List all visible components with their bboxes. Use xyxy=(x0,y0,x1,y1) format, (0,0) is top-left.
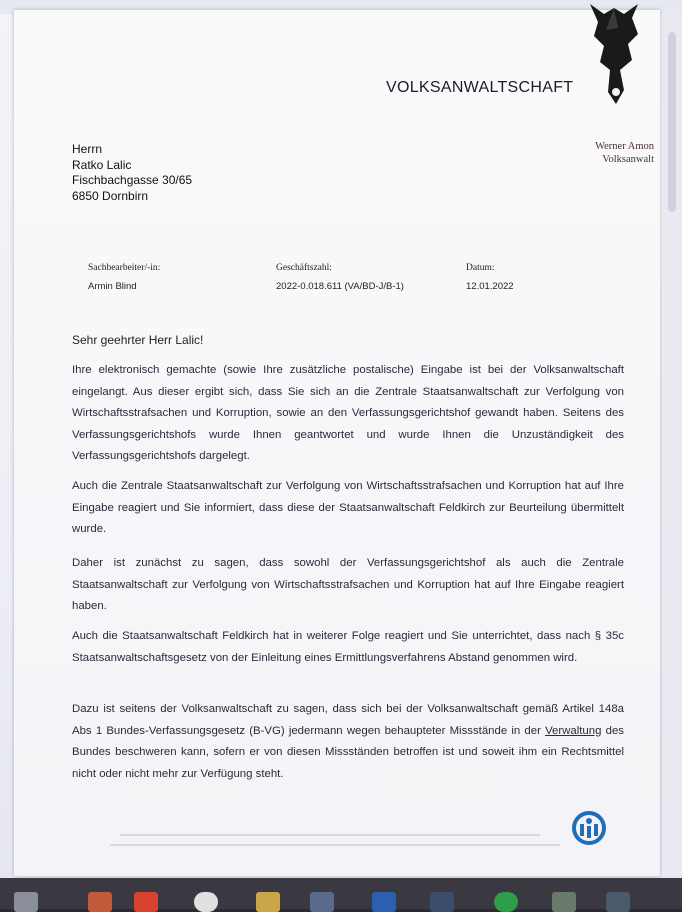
letter-footer xyxy=(100,830,570,854)
date-label: Datum: xyxy=(466,263,495,273)
taskbar-app-icon[interactable] xyxy=(88,892,112,912)
organisation-name: VOLKSANWALTSCHAFT xyxy=(386,79,574,96)
taskbar-app-icon[interactable] xyxy=(430,892,454,912)
taskbar-app-icon[interactable] xyxy=(552,892,576,912)
paragraph-5-end: des Bundes beschweren kann, sofern er von diesen Missständen betroffen ist und soweit ihm ein Rechtsmittel nicht oder nicht mehr zur Verfügung steht. xyxy=(72,724,624,780)
paragraph-4: Auch die Staatsanwaltschaft Feldkirch hat in weiterer Folge reagiert und Sie unterrichtet, dass nach § 35c Staatsanwaltschaftsgesetz von der Einleitung eines Ermittlungsverfahrens Abstand genommen wird. xyxy=(72,630,624,664)
recipient-salutation: Herrn xyxy=(72,142,103,156)
taskbar-app-icon[interactable] xyxy=(494,892,518,912)
taskbar-app-icon[interactable] xyxy=(310,892,334,912)
recipient-address xyxy=(72,142,192,204)
file-number-label: Geschäftszahl: xyxy=(276,263,332,273)
recipient-city: 6850 Dornbirn xyxy=(72,188,149,203)
paragraph-5 xyxy=(72,699,624,785)
taskbar-app-icon[interactable] xyxy=(606,892,630,912)
clerk-label: Sachbearbeiter/-in: xyxy=(88,263,161,273)
paragraph-2: Auch die Zentrale Staatsanwaltschaft zur Verfolgung von Wirtschaftsstrafsachen und Korruption hat auf Ihre Eingabe reagiert und Sie informiert, dass diese der Staatsanwaltschaft Feldkirch zur Beurteilung übermittelt wurde. xyxy=(72,480,624,535)
taskbar-app-icon[interactable] xyxy=(14,892,38,912)
clerk-value: Armin Blind xyxy=(88,281,137,292)
paragraph-1: Ihre elektronisch gemachte (sowie Ihre zusätzliche postalische) Eingabe ist bei der Volksanwaltschaft eingelangt. Aus dieser ergibt sich, dass Sie sich an die Zentrale Staatsanwaltschaft zur Verfolgung von Wirtschaftsstrafsachen und Korruption, sowie an den Verfassungsgerichtshof gewandt haben. Seitens des Verfassungsgerichtshofs wurde Ihnen geantwortet und wurde Ihnen die Unzuständigkeit des Verfassungsgerichtshofs dargelegt. xyxy=(72,364,624,462)
file-number-value: 2022-0.018.611 (VA/BD-J/B-1) xyxy=(276,281,404,292)
date-value: 12.01.2022 xyxy=(466,281,514,292)
letter-salutation: Sehr geehrter Herr Lalic! xyxy=(72,333,204,347)
volksanwaltschaft-logo-icon xyxy=(572,811,606,845)
taskbar-app-icon[interactable] xyxy=(372,892,396,912)
eagle-emblem-icon xyxy=(584,0,640,110)
paragraph-3: Daher ist zunächst zu sagen, dass sowohl der Verfassungsgerichtshof als auch die Zentrale Staatsanwaltschaft zur Verfolgung von Wirtschaftsstrafsachen und Korruption hat auf Ihre Eingabe reagiert haben. xyxy=(72,557,624,612)
taskbar-app-icon[interactable] xyxy=(134,892,158,912)
official-block xyxy=(595,140,654,166)
taskbar-app-icon[interactable] xyxy=(194,892,218,912)
recipient-name: Ratko Lalic xyxy=(72,157,132,172)
scrollbar-thumb[interactable] xyxy=(668,32,676,212)
official-name: Werner Amon xyxy=(595,141,654,152)
taskbar-app-icon[interactable] xyxy=(256,892,280,912)
scrollbar[interactable] xyxy=(662,12,682,876)
paragraph-5-underlined: Verwaltung xyxy=(545,724,602,737)
recipient-street: Fischbachgasse 30/65 xyxy=(72,173,193,187)
official-title: Volksanwalt xyxy=(602,154,654,165)
paragraph-5-start: Dazu ist seitens der Volksanwaltschaft zu sagen, dass sich bei der Volksanwaltschaft gemäß Artikel 148a Abs 1 Bundes-Verfassungsgesetz (B-VG) jedermann wegen behaupteter Missstände in der xyxy=(72,703,624,737)
